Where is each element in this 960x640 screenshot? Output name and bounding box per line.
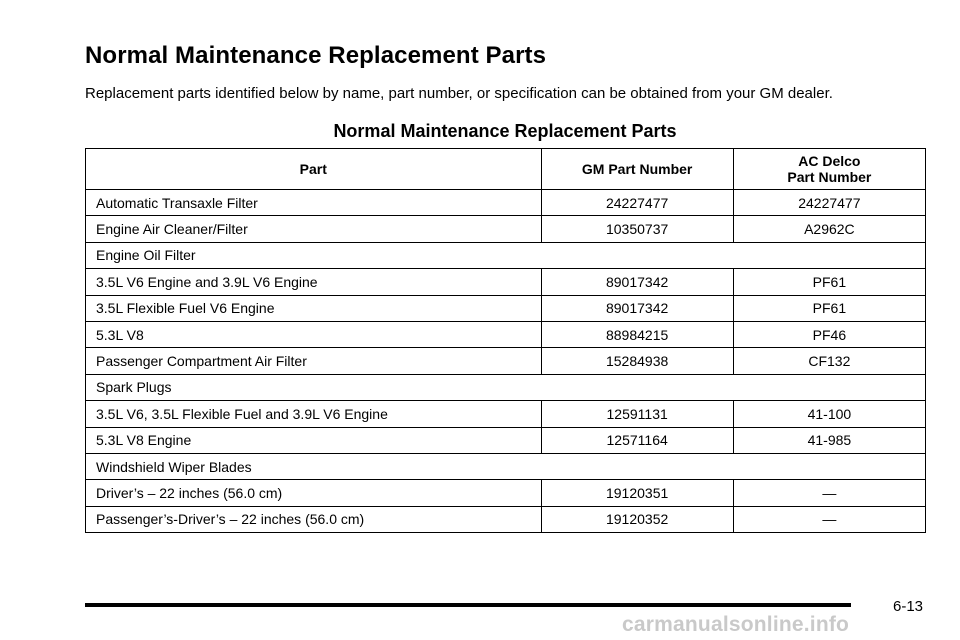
part-name-cell: 5.3L V8	[86, 321, 542, 347]
gm-part-number-cell: 24227477	[541, 190, 733, 216]
ac-delco-part-number-cell: PF61	[733, 295, 925, 321]
table-row	[86, 427, 926, 453]
gm-part-number-cell: 19120351	[541, 480, 733, 506]
section-label-cell: Windshield Wiper Blades	[86, 453, 926, 479]
column-header-part: Part	[86, 149, 542, 190]
watermark: carmanualsonline.info	[622, 613, 850, 636]
gm-part-number-cell: 12591131	[541, 401, 733, 427]
page-title: Normal Maintenance Replacement Parts	[85, 42, 547, 69]
part-name-cell: Engine Air Cleaner/Filter	[86, 216, 542, 242]
table-caption: Normal Maintenance Replacement Parts	[333, 121, 677, 141]
gm-part-number-cell: 89017342	[541, 295, 733, 321]
parts-table	[85, 148, 926, 533]
part-name-cell: 3.5L Flexible Fuel V6 Engine	[86, 295, 542, 321]
gm-part-number-cell: 89017342	[541, 269, 733, 295]
gm-part-number-cell: 10350737	[541, 216, 733, 242]
ac-delco-part-number-cell: 41-985	[733, 427, 925, 453]
table-row	[86, 216, 926, 242]
part-name-cell: Passenger Compartment Air Filter	[86, 348, 542, 374]
table-section-row	[86, 453, 926, 479]
column-header-gm-part-number: GM Part Number	[541, 149, 733, 190]
ac-delco-part-number-cell: 24227477	[733, 190, 925, 216]
part-name-cell: 5.3L V8 Engine	[86, 427, 542, 453]
table-header-row	[86, 149, 926, 190]
ac-delco-part-number-cell: CF132	[733, 348, 925, 374]
table-section-row	[86, 374, 926, 400]
part-name-cell: 3.5L V6 Engine and 3.9L V6 Engine	[86, 269, 542, 295]
gm-part-number-cell: 15284938	[541, 348, 733, 374]
intro-text: Replacement parts identified below by name, part number, or specification can be obtained from your GM dealer.	[85, 85, 833, 102]
footer-rule	[85, 603, 851, 607]
gm-part-number-cell: 88984215	[541, 321, 733, 347]
part-name-cell: Passenger’s-Driver’s – 22 inches (56.0 cm)	[86, 506, 542, 532]
table-body	[86, 190, 926, 533]
gm-part-number-cell: 19120352	[541, 506, 733, 532]
ac-delco-part-number-cell: PF46	[733, 321, 925, 347]
column-header-ac-delco-part-number	[733, 149, 925, 190]
table-row	[86, 190, 926, 216]
part-name-cell: Driver’s – 22 inches (56.0 cm)	[86, 480, 542, 506]
ac-delco-part-number-cell: A2962C	[733, 216, 925, 242]
table-row	[86, 269, 926, 295]
table-section-row	[86, 242, 926, 268]
table-row	[86, 321, 926, 347]
part-name-cell: Automatic Transaxle Filter	[86, 190, 542, 216]
gm-part-number-cell: 12571164	[541, 427, 733, 453]
table-row	[86, 401, 926, 427]
ac-delco-part-number-cell: PF61	[733, 269, 925, 295]
table-row	[86, 480, 926, 506]
column-header-ac-line1: AC Delco	[798, 153, 861, 169]
page-number: 6-13	[893, 598, 924, 615]
ac-delco-part-number-cell: —	[733, 480, 925, 506]
column-header-ac-line2: Part Number	[787, 169, 872, 185]
table-row	[86, 295, 926, 321]
part-name-cell: 3.5L V6, 3.5L Flexible Fuel and 3.9L V6 Engine	[86, 401, 542, 427]
section-label-cell: Spark Plugs	[86, 374, 926, 400]
section-label-cell: Engine Oil Filter	[86, 242, 926, 268]
ac-delco-part-number-cell: 41-100	[733, 401, 925, 427]
table-row	[86, 348, 926, 374]
table-row	[86, 506, 926, 532]
ac-delco-part-number-cell: —	[733, 506, 925, 532]
